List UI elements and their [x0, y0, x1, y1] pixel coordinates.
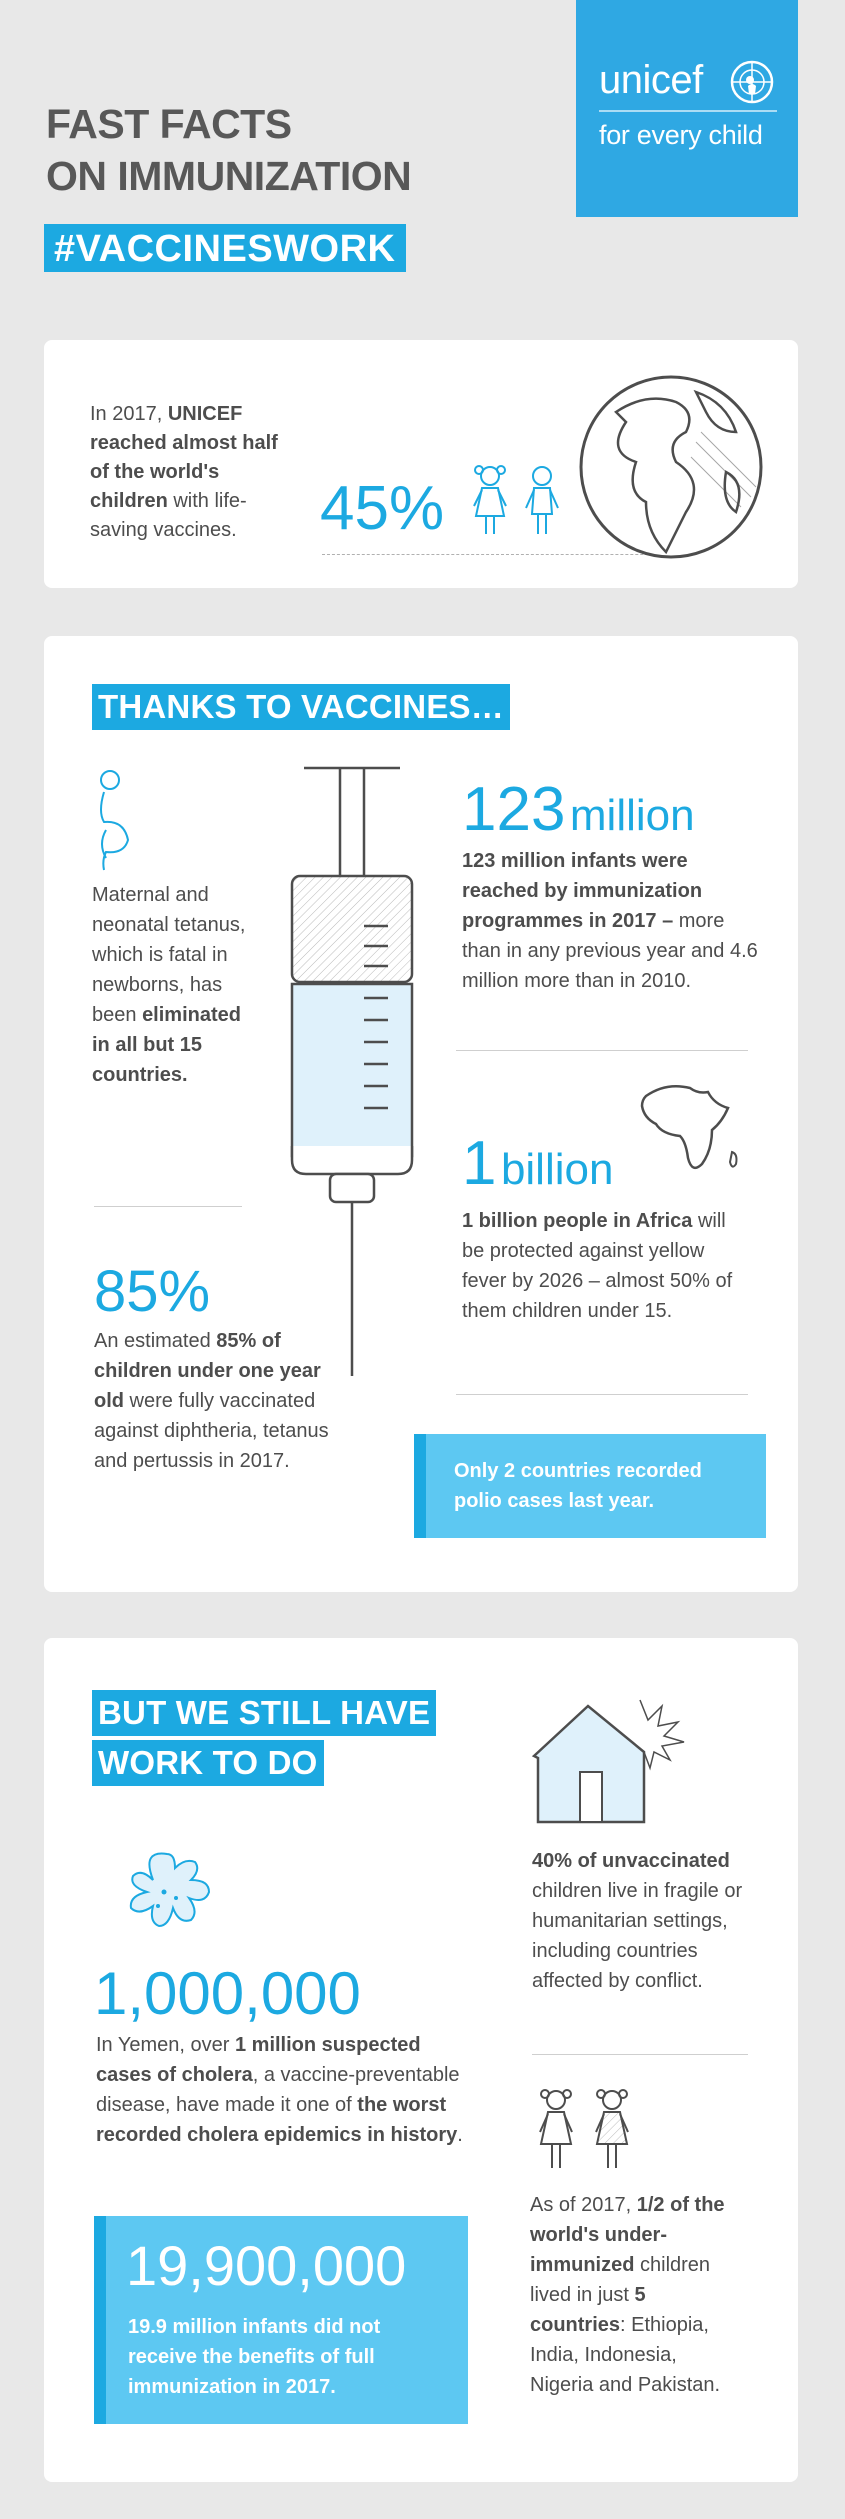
billion-unit: billion [500, 1145, 614, 1194]
reach-text: In 2017, UNICEF reached almost half of the world's children with life-saving vaccines. [90, 403, 278, 541]
damaged-house-icon [530, 1696, 696, 1830]
unicef-emblem-icon [728, 58, 776, 106]
rule-right-2 [456, 1394, 748, 1395]
tetanus-text: Maternal and neonatal tetanus, which is fatal in newborns, has been eliminated in all but 15 countries. [92, 884, 246, 1086]
hashtag-badge: #VACCINESWORK [44, 224, 406, 272]
billion-number: 1 [462, 1129, 497, 1198]
pregnant-woman-icon [92, 768, 138, 872]
logo-wordmark: unicef [599, 58, 703, 102]
syringe-icon [290, 766, 416, 1386]
fragile-text: 40% of unvaccinated children live in fragile or humanitarian settings, including countries affected by conflict. [532, 1850, 743, 1992]
stat-1-billion [462, 1130, 613, 1214]
page-title [46, 98, 506, 202]
virus-icon [102, 1834, 232, 1954]
infants-text: 19.9 million infants did not receive the benefits of full immunization in 2017. [128, 2316, 381, 2398]
stat-19900000: 19,900,000 [126, 2234, 407, 2297]
africa-map-icon [626, 1074, 746, 1184]
reach-percent: 45% [320, 474, 445, 543]
thanks-heading: THANKS TO VACCINES… [92, 684, 510, 730]
logo-tagline: for every child [599, 120, 763, 150]
polio-text: Only 2 countries recorded polio cases last year. [454, 1460, 702, 1512]
work-heading-line-2: WORK TO DO [92, 1740, 324, 1786]
work-heading-line-1: BUT WE STILL HAVE [92, 1690, 436, 1736]
globe-icon [576, 372, 766, 562]
rule-right-1 [456, 1050, 748, 1051]
title-line-2: ON IMMUNIZATION [46, 153, 412, 199]
rule-work [532, 2054, 748, 2055]
stat-1000000: 1,000,000 [94, 1960, 361, 2027]
two-girls-icon [530, 2082, 646, 2174]
polio-panel [414, 1434, 766, 1538]
rule-left [94, 1206, 242, 1207]
million-unit: million [569, 791, 695, 840]
stat-85-percent: 85% [94, 1259, 211, 1324]
unicef-logo [576, 0, 798, 217]
billion-text: 1 billion people in Africa will be protected against yellow fever by 2026 – almost 50% of them children under 15. [462, 1210, 733, 1322]
million-text: 123 million infants were reached by immunization programmes in 2017 – more than in any previous year and 4.6 million more than in 2010. [462, 850, 758, 992]
cholera-text: In Yemen, over 1 million suspected cases of cholera, a vaccine-preventable disease, have made it one of the worst recorded cholera epidemics in history. [96, 2034, 463, 2146]
reach-card [44, 340, 798, 588]
vaccination-text: An estimated 85% of children under one year old were fully vaccinated against diphtheria, tetanus and pertussis in 2017. [94, 1330, 329, 1472]
million-number: 123 [462, 775, 566, 844]
title-line-1: FAST FACTS [46, 101, 292, 147]
work-heading [92, 1690, 436, 1786]
under-immunized-text: As of 2017, 1/2 of the world's under-immunized children lived in just 5 countries: Ethiopia, India, Indonesia, Nigeria and Pakistan. [530, 2194, 725, 2396]
thanks-card [44, 636, 798, 1592]
logo-divider [599, 110, 777, 112]
two-children-icon [462, 458, 572, 538]
work-card [44, 1638, 798, 2482]
infants-panel [94, 2216, 468, 2424]
